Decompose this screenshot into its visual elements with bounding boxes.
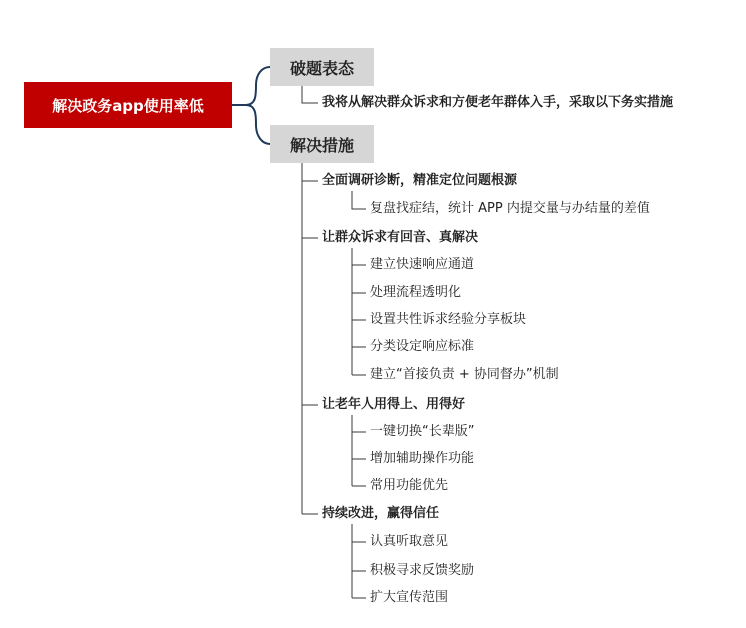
leaf-node[interactable]: 一键切换“长辈版”	[370, 424, 475, 439]
leaf-node[interactable]: 建立“首接负责 + 协同督办”机制	[370, 367, 559, 382]
leaf-node[interactable]: 扩大宣传范围	[370, 590, 449, 605]
leaf-node[interactable]: 设置共性诉求经验分享板块	[370, 312, 527, 327]
connector-root-branch1	[232, 67, 270, 105]
measure-node-research[interactable]: 全面调研诊断，精准定位问题根源	[322, 173, 518, 188]
leaf-node[interactable]: 增加辅助操作功能	[370, 451, 475, 466]
measure-node-response[interactable]: 让群众诉求有回音、真解决	[322, 230, 479, 245]
leaf-node[interactable]: 认真听取意见	[370, 534, 449, 549]
statement-node[interactable]: 我将从解决群众诉求和方便老年群体入手，采取以下务实措施	[322, 95, 674, 110]
leaf-node[interactable]: 积极寻求反馈奖励	[370, 563, 475, 578]
branch-topic-breaking[interactable]: 破题表态	[270, 48, 374, 86]
connector-g1	[352, 191, 366, 209]
leaf-node[interactable]: 建立快速响应通道	[370, 257, 475, 272]
measure-node-improve[interactable]: 持续改进，赢得信任	[322, 506, 440, 521]
connector-b1-c1	[302, 86, 318, 103]
leaf-node[interactable]: 复盘找症结，统计 APP 内提交量与办结量的差值	[370, 201, 650, 216]
root-topic[interactable]: 解决政务app使用率低	[24, 82, 232, 128]
branch-topic-measures[interactable]: 解决措施	[270, 125, 374, 163]
connector-root-branch2	[232, 105, 270, 144]
leaf-node[interactable]: 处理流程透明化	[370, 285, 462, 300]
leaf-node[interactable]: 分类设定响应标准	[370, 339, 475, 354]
measure-node-elderly[interactable]: 让老年人用得上、用得好	[322, 397, 466, 412]
leaf-node[interactable]: 常用功能优先	[370, 478, 449, 493]
